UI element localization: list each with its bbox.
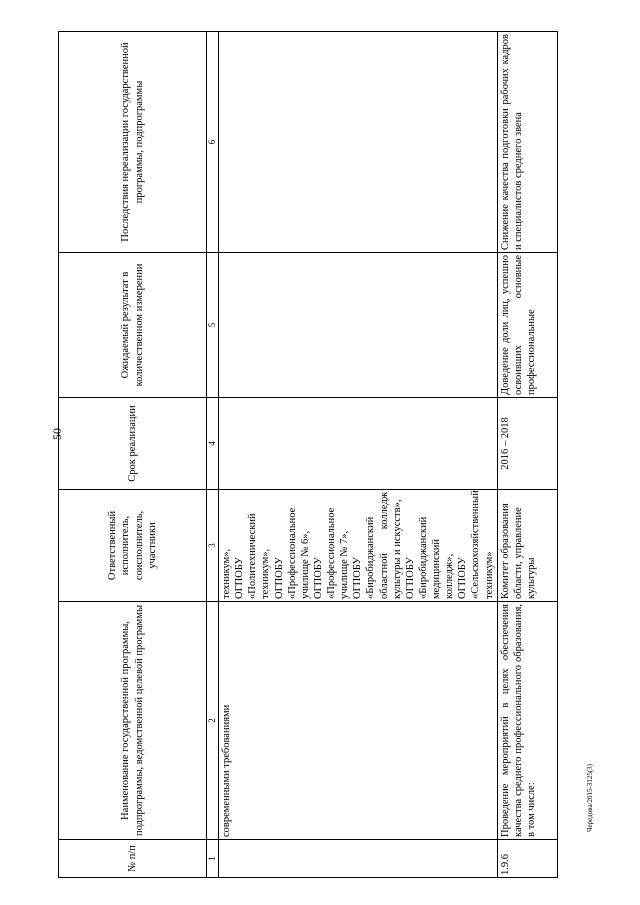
column-number: 3: [207, 490, 219, 602]
table-row: [219, 32, 498, 878]
executor-line: техникум»,: [221, 548, 232, 599]
row-result: [219, 253, 498, 398]
row-executors: [219, 490, 498, 602]
column-number: 5: [207, 253, 219, 398]
executor-line: «Политехнический техникум»,: [247, 513, 272, 599]
row-num: [219, 840, 498, 878]
page-number: 50: [50, 428, 64, 440]
column-number: 4: [207, 398, 219, 490]
header-program-name: Наименование государственной программы, подпрограммы, ведомственной целевой программы: [59, 602, 207, 840]
executor-line: ОГПОБУ: [234, 557, 246, 599]
header-num: № п/п: [59, 840, 207, 878]
header-consequence: Последствия нереализации государственной программы, подпрограммы: [59, 32, 207, 253]
header-result: Ожидаемый результат в количественном измерении: [59, 253, 207, 398]
row-consequence: [219, 32, 498, 253]
table-header-row: [59, 32, 207, 878]
executor-line: ОГПОБУ: [457, 557, 469, 599]
executor-line: ОГПОБУ: [312, 557, 324, 599]
executor-line: «Профессиональное училище № 7»,: [326, 507, 351, 599]
header-term: Срок реализации: [59, 398, 207, 490]
row-term: 2016 – 2018: [497, 398, 557, 490]
executor-line: «Биробиджанский медицинский колледж»,: [417, 516, 456, 599]
row-num: 1.9.6: [497, 840, 557, 878]
program-table: [58, 31, 558, 878]
row-program-name: современными требованиями: [219, 602, 498, 840]
executor-line: «Биробиджанский областной колледж культуры и искусств»,: [365, 492, 403, 599]
executor-line: ОГПОБУ: [404, 557, 416, 599]
column-number: 2: [207, 602, 219, 840]
column-number: 1: [207, 840, 219, 878]
row-program-name: Проведение мероприятий в целях обеспечения качества среднего профессионального образования, в том числе:: [497, 602, 557, 840]
program-table-wrapper: [58, 32, 537, 878]
row-result: Доведение доли лиц, успешно освоивших основные профессиональные: [497, 253, 557, 398]
header-executor: Ответственный исполнитель, соисполнитель, участники: [59, 490, 207, 602]
executor-line: ОГПОБУ: [273, 557, 285, 599]
table-row: [497, 32, 557, 878]
file-reference: Чередова/2015-3125(3): [586, 764, 594, 832]
column-number-row: [207, 32, 219, 878]
row-consequence: Снижение качества подготовки рабочих кадров и специалистов среднего звена: [497, 32, 557, 253]
executor-line: «Сельскохозяйственный техникум»: [470, 490, 495, 599]
row-executors: Комитет образования области, управление культуры: [497, 490, 557, 602]
executor-line: «Профессиональное училище № 6»,: [286, 507, 311, 599]
column-number: 6: [207, 32, 219, 253]
row-term: [219, 398, 498, 490]
executor-line: ОГПОБУ: [352, 557, 364, 599]
